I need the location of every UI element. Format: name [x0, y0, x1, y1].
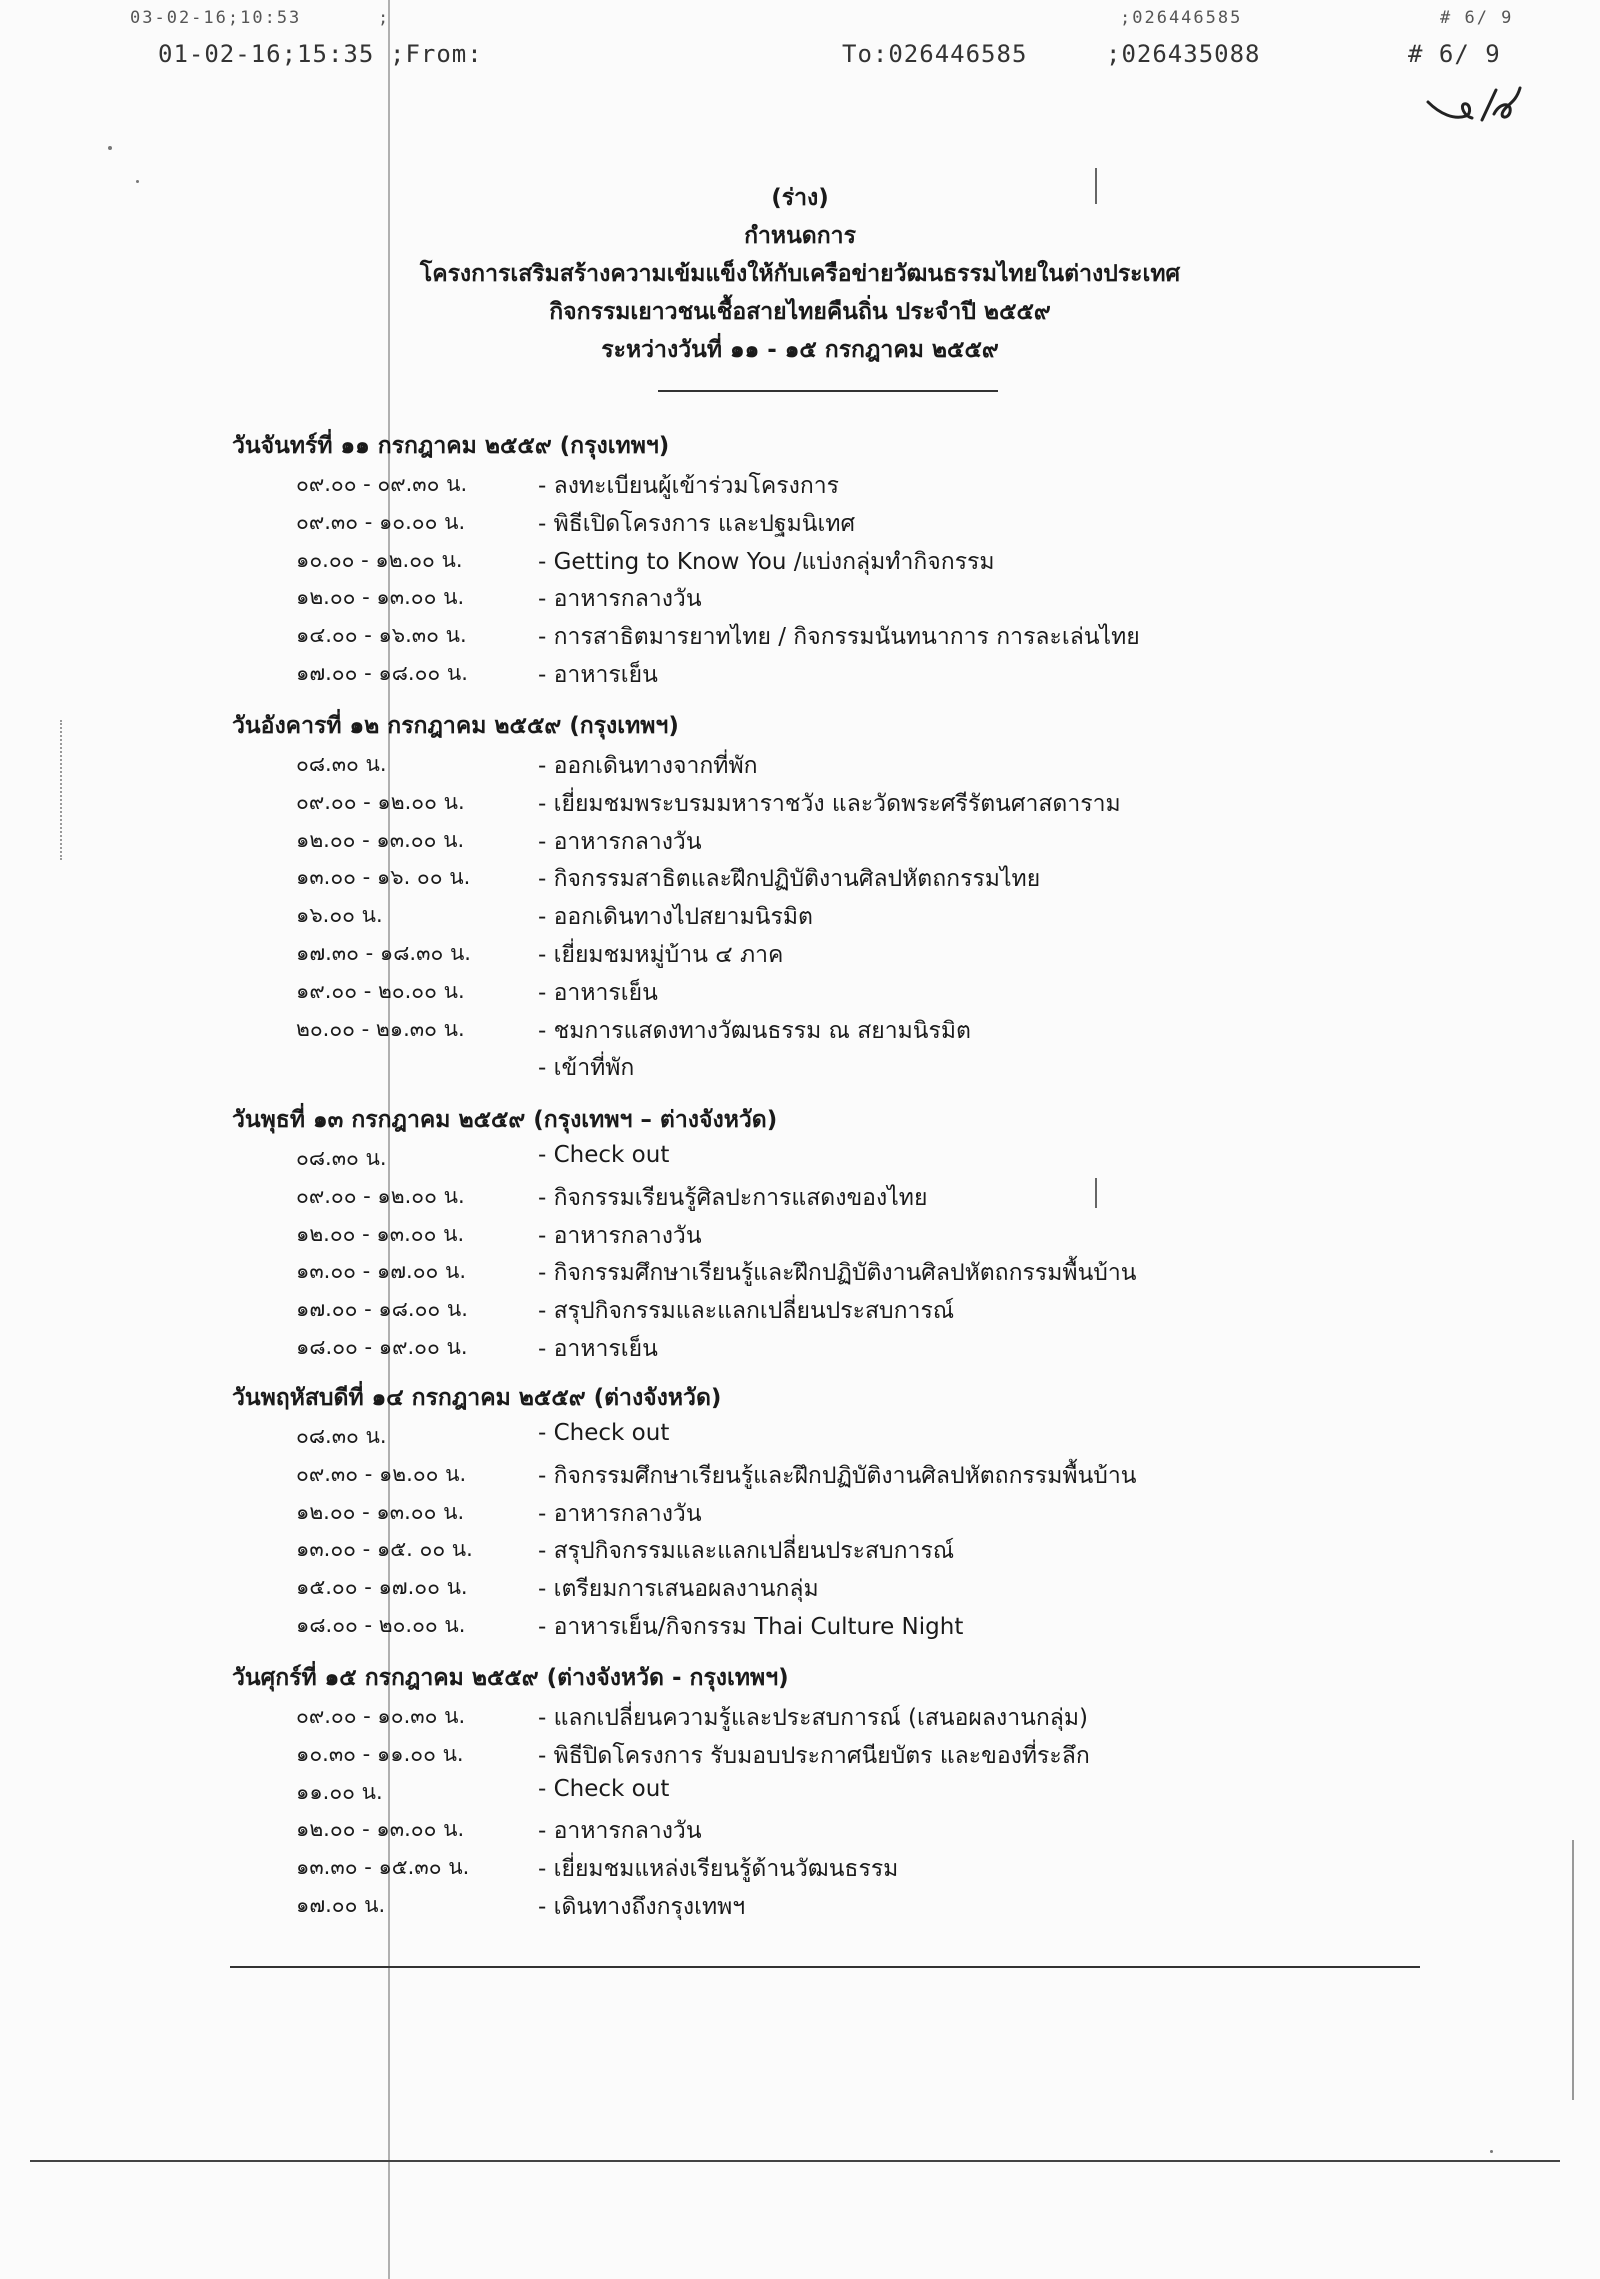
- schedule-time: ๑๒.๐๐ - ๑๓.๐๐ น.: [296, 827, 465, 852]
- schedule-time: ๑๓.๐๐ - ๑๗.๐๐ น.: [296, 1259, 467, 1284]
- fax-from: ;From:: [390, 40, 483, 68]
- bottom-rule: [230, 1966, 1420, 1968]
- schedule-activity: - อาหารเย็น: [538, 1336, 658, 1362]
- project-name: โครงการเสริมสร้างความเข้มแข็งให้กับเครือข่ายวัฒนธรรมไทยในต่างประเทศ: [419, 261, 1181, 287]
- schedule-activity: - แลกเปลี่ยนความรู้และประสบการณ์ (เสนอผลงานกลุ่ม): [538, 1705, 1089, 1731]
- schedule-row: [0, 1180, 1600, 1216]
- schedule-row: [0, 1609, 1600, 1645]
- schedule-row: [0, 1255, 1600, 1291]
- fax-page-2: # 6/ 9: [1408, 40, 1501, 68]
- schedule-time: ๐๙.๐๐ - ๐๙.๓๐ น.: [296, 472, 468, 496]
- schedule-time: ๐๙.๓๐ - ๑๐.๐๐ น.: [296, 509, 466, 534]
- schedule-time: ๑๕.๐๐ - ๑๗.๐๐ น.: [296, 1575, 468, 1600]
- schedule-activity: - กิจกรรมสาธิตและฝึกปฏิบัติงานศิลปหัตถกรรมไทย: [538, 866, 1041, 893]
- schedule-row: [0, 899, 1600, 935]
- day-heading: วันพฤหัสบดีที่ ๑๔ กรกฎาคม ๒๕๕๙ (ต่างจังหวัด): [232, 1385, 722, 1411]
- schedule-row: [0, 861, 1600, 897]
- schedule-row: [0, 544, 1600, 580]
- schedule-time: ๑๘.๐๐ - ๑๙.๐๐ น.: [296, 1335, 468, 1359]
- fax-page-1: # 6/ 9: [1440, 8, 1514, 28]
- schedule-activity: - อาหารเย็น: [538, 979, 658, 1006]
- activity-name: กิจกรรมเยาวชนเชื้อสายไทยคืนถิ่น ประจำปี ๒๕๕๙: [549, 299, 1051, 325]
- page-bottom-rule: [30, 2160, 1560, 2162]
- schedule-row: [0, 1813, 1600, 1849]
- schedule-activity: - ออกเดินทางไปสยามนิรมิต: [538, 904, 813, 931]
- scan-speck: [1490, 2150, 1493, 2153]
- schedule-time: ๑๑.๐๐ น.: [296, 1779, 383, 1804]
- schedule-activity: - เยี่ยมชมแหล่งเรียนรู้ด้านวัฒนธรรม: [538, 1856, 899, 1883]
- schedule-row: [0, 1331, 1600, 1367]
- schedule-row: [0, 937, 1600, 973]
- schedule-activity: - อาหารกลางวัน: [538, 1818, 702, 1845]
- schedule-time: ๐๘.๓๐ น.: [296, 1146, 387, 1170]
- schedule-time: ๐๙.๐๐ - ๑๐.๓๐ น.: [296, 1704, 466, 1728]
- schedule-row: [0, 657, 1600, 693]
- schedule-activity: - อาหารเย็น/กิจกรรม Thai Culture Night: [538, 1614, 964, 1640]
- date-range: ระหว่างวันที่ ๑๑ - ๑๕ กรกฎาคม ๒๕๕๙: [601, 337, 999, 363]
- schedule-activity: - Getting to Know You /แบ่งกลุ่มทำกิจกรรม: [538, 548, 995, 575]
- schedule-activity: - สรุปกิจกรรมและแลกเปลี่ยนประสบการณ์: [538, 1538, 955, 1565]
- schedule-row: [0, 1293, 1600, 1329]
- schedule-time: ๑๐.๐๐ - ๑๒.๐๐ น.: [296, 547, 463, 572]
- schedule-time: ๑๓.๐๐ - ๑๖. ๐๐ น.: [296, 865, 471, 890]
- schedule-row: [0, 1050, 1600, 1086]
- schedule-row: [0, 1533, 1600, 1569]
- schedule-activity: - เดินทางถึงกรุงเทพฯ: [538, 1894, 746, 1920]
- schedule-activity: - กิจกรรมศึกษาเรียนรู้และฝึกปฏิบัติงานศิลปหัตถกรรมพื้นบ้าน: [538, 1462, 1137, 1489]
- day-heading: วันศุกร์ที่ ๑๕ กรกฎาคม ๒๕๕๙ (ต่างจังหวัด - กรุงเทพฯ): [232, 1665, 789, 1691]
- title-underline: [658, 390, 998, 392]
- fax-datetime-1: 03-02-16;10:53: [130, 8, 302, 28]
- schedule-activity: - Check out: [538, 1142, 670, 1168]
- schedule-row: [0, 975, 1600, 1011]
- document-title: กำหนดการ: [744, 223, 856, 249]
- schedule-time: ๐๙.๐๐ - ๑๒.๐๐ น.: [296, 1183, 465, 1208]
- schedule-time: ๑๖.๐๐ น.: [296, 903, 383, 928]
- schedule-time: ๑๔.๐๐ - ๑๖.๓๐ น.: [296, 623, 467, 648]
- fax-separator-1: ;: [378, 8, 391, 28]
- day-heading: วันอังคารที่ ๑๒ กรกฎาคม ๒๕๕๙ (กรุงเทพฯ): [232, 713, 679, 739]
- schedule-time: ๐๙.๓๐ - ๑๒.๐๐ น.: [296, 1461, 467, 1486]
- schedule-activity: - กิจกรรมเรียนรู้ศิลปะการแสดงของไทย: [538, 1184, 928, 1211]
- day-heading: วันจันทร์ที่ ๑๑ กรกฎาคม ๒๕๕๙ (กรุงเทพฯ): [232, 433, 670, 459]
- schedule-row: [0, 506, 1600, 542]
- fax-datetime-2: 01-02-16;15:35: [158, 40, 375, 68]
- schedule-row: [0, 1013, 1600, 1049]
- schedule-activity: - เยี่ยมชมหมู่บ้าน ๔ ภาค: [538, 942, 784, 968]
- schedule-time: ๑๒.๐๐ - ๑๓.๐๐ น.: [296, 585, 465, 610]
- schedule-time: ๑๗.๓๐ - ๑๘.๓๐ น.: [296, 941, 471, 965]
- schedule-activity: - พิธีปิดโครงการ รับมอบประกาศนียบัตร และของที่ระลึก: [538, 1742, 1090, 1769]
- day-heading: วันพุธที่ ๑๓ กรกฎาคม ๒๕๕๙ (กรุงเทพฯ – ต่างจังหวัด): [232, 1107, 778, 1133]
- schedule-row: [0, 1496, 1600, 1532]
- schedule-row: [0, 1420, 1600, 1456]
- schedule-activity: - เตรียมการเสนอผลงานกลุ่ม: [538, 1576, 819, 1603]
- schedule-time: ๑๓.๐๐ - ๑๕. ๐๐ น.: [296, 1537, 473, 1562]
- schedule-activity: - อาหารกลางวัน: [538, 828, 702, 855]
- schedule-time: ๑๓.๓๐ - ๑๕.๓๐ น.: [296, 1855, 470, 1880]
- schedule-time: ๒๐.๐๐ - ๒๑.๓๐ น.: [296, 1016, 465, 1041]
- schedule-row: [0, 824, 1600, 860]
- handwritten-page-mark: [1420, 80, 1530, 150]
- schedule-activity: - Check out: [538, 1420, 670, 1446]
- schedule-activity: - อาหารกลางวัน: [538, 1222, 702, 1249]
- schedule-time: ๐๘.๓๐ น.: [296, 1424, 387, 1448]
- schedule-time: ๑๗.๐๐ - ๑๘.๐๐ น.: [296, 661, 468, 685]
- scan-speck: [108, 146, 112, 150]
- schedule-row: [0, 1776, 1600, 1812]
- schedule-row: [0, 468, 1600, 504]
- schedule-time: ๑๒.๐๐ - ๑๓.๐๐ น.: [296, 1499, 465, 1524]
- schedule-time: ๑๒.๐๐ - ๑๓.๐๐ น.: [296, 1817, 465, 1842]
- schedule-row: [0, 1218, 1600, 1254]
- schedule-activity: - อาหารเย็น: [538, 662, 658, 688]
- schedule-activity: - อาหารกลางวัน: [538, 586, 702, 613]
- schedule-row: [0, 1142, 1600, 1178]
- schedule-activity: - สรุปกิจกรรมและแลกเปลี่ยนประสบการณ์: [538, 1298, 955, 1325]
- schedule-row: [0, 1458, 1600, 1494]
- schedule-time: ๑๗.๐๐ - ๑๘.๐๐ น.: [296, 1297, 468, 1322]
- schedule-activity: - เข้าที่พัก: [538, 1055, 635, 1082]
- schedule-time: ๑๗.๐๐ น.: [296, 1893, 386, 1917]
- schedule-activity: - พิธีเปิดโครงการ และปฐมนิเทศ: [538, 510, 856, 537]
- schedule-row: [0, 748, 1600, 784]
- schedule-row: [0, 581, 1600, 617]
- schedule-activity: - เยี่ยมชมพระบรมมหาราชวัง และวัดพระศรีรัตนศาสดาราม: [538, 790, 1121, 817]
- schedule-row: [0, 1738, 1600, 1774]
- schedule-activity: - กิจกรรมศึกษาเรียนรู้และฝึกปฏิบัติงานศิลปหัตถกรรมพื้นบ้าน: [538, 1260, 1137, 1287]
- schedule-activity: - Check out: [538, 1775, 670, 1802]
- schedule-row: [0, 1571, 1600, 1607]
- schedule-time: ๑๐.๓๐ - ๑๑.๐๐ น.: [296, 1741, 464, 1766]
- schedule-row: [0, 1700, 1600, 1736]
- schedule-row: [0, 1851, 1600, 1887]
- schedule-row: [0, 1889, 1600, 1925]
- schedule-activity: - การสาธิตมารยาทไทย / กิจกรรมนันทนาการ การละเล่นไทย: [538, 624, 1140, 651]
- schedule-activity: - ออกเดินทางจากที่พัก: [538, 753, 758, 779]
- schedule-time: ๑๙.๐๐ - ๒๐.๐๐ น.: [296, 978, 465, 1003]
- schedule-activity: - อาหารกลางวัน: [538, 1500, 702, 1527]
- schedule-time: ๑๒.๐๐ - ๑๓.๐๐ น.: [296, 1221, 465, 1246]
- schedule-activity: - ชมการแสดงทางวัฒนธรรม ณ สยามนิรมิต: [538, 1017, 971, 1044]
- fax-from-number: ;026435088: [1106, 40, 1261, 68]
- schedule-activity: - ลงทะเบียนผู้เข้าร่วมโครงการ: [538, 473, 840, 499]
- schedule-time: ๑๘.๐๐ - ๒๐.๐๐ น.: [296, 1613, 466, 1637]
- schedule-row: [0, 786, 1600, 822]
- draft-label: (ร่าง): [771, 185, 829, 211]
- schedule-time: ๐๙.๐๐ - ๑๒.๐๐ น.: [296, 789, 465, 814]
- fax-to-number-1: ;026446585: [1120, 8, 1243, 28]
- schedule-row: [0, 619, 1600, 655]
- fax-to: To:026446585: [842, 40, 1028, 68]
- schedule-time: ๐๘.๓๐ น.: [296, 752, 387, 776]
